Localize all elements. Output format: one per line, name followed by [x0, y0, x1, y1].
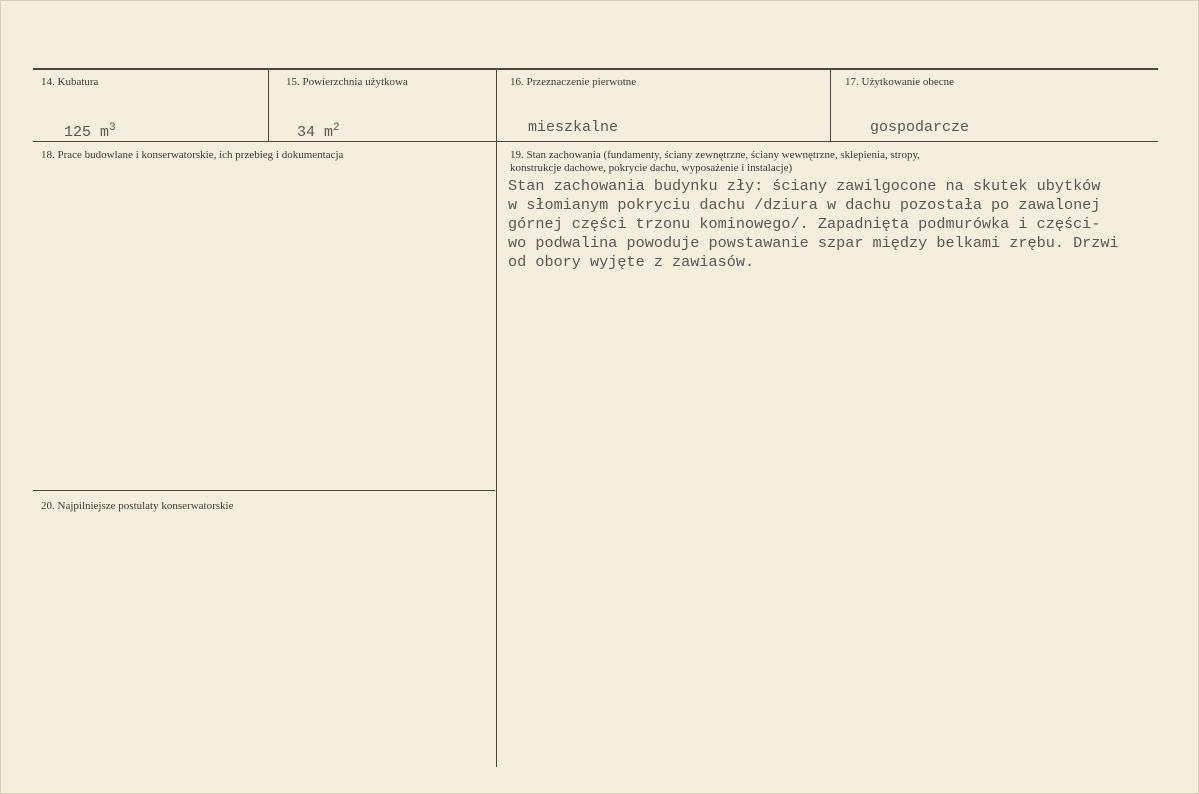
- field18-20-divider: [33, 490, 495, 491]
- field-19-label-line1: 19. Stan zachowania (fundamenty, ściany zewnętrzne, ściany wewnętrzne, sklepienia, stropy,: [510, 149, 921, 161]
- field-15-unit-exponent: 2: [333, 122, 340, 134]
- field-19-label-line2: konstrukcje dachowe, pokrycie dachu, wyposażenie i instalacje): [510, 162, 793, 174]
- field-19-text-line: wo podwalina powoduje powstawanie szpar między belkami zrębu. Drzwi: [508, 234, 1119, 252]
- field-20-label: 20. Najpilniejsze postulaty konserwatorskie: [41, 500, 234, 512]
- field-17-value: gospodarcze: [870, 119, 970, 136]
- field-17-label: 17. Użytkowanie obecne: [845, 76, 955, 88]
- field-19-text-line: w słomianym pokryciu dachu /dziura w dachu pozostała po zawalonej: [508, 196, 1101, 214]
- field-14-label: 14. Kubatura: [41, 76, 99, 88]
- field-15-value-text: 34 m: [297, 124, 334, 141]
- col-divider-2: [496, 70, 497, 767]
- field-19-text: [508, 177, 1119, 272]
- field-14-value: [64, 119, 116, 142]
- row1-divider: [33, 141, 1158, 142]
- field-19-text-line: górnej części trzonu kominowego/. Zapadnięta podmurówka i części-: [508, 215, 1101, 233]
- field-16-label: 16. Przeznaczenie pierwotne: [510, 76, 637, 88]
- field-14-value-text: 125 m: [64, 124, 110, 141]
- field-19-text-line: Stan zachowania budynku zły: ściany zawilgocone na skutek ubytków: [508, 177, 1101, 195]
- col-divider-3: [830, 70, 831, 141]
- field-18-label: 18. Prace budowlane i konserwatorskie, ich przebieg i dokumentacja: [41, 149, 344, 161]
- field-15-value: [297, 119, 340, 142]
- col-divider-1: [268, 70, 269, 141]
- field-19-text-line: od obory wyjęte z zawiasów.: [508, 253, 755, 271]
- field-16-value: mieszkalne: [528, 119, 619, 136]
- top-border: [33, 68, 1158, 70]
- field-14-unit-exponent: 3: [109, 122, 116, 134]
- field-15-label: 15. Powierzchnia użytkowa: [286, 76, 408, 88]
